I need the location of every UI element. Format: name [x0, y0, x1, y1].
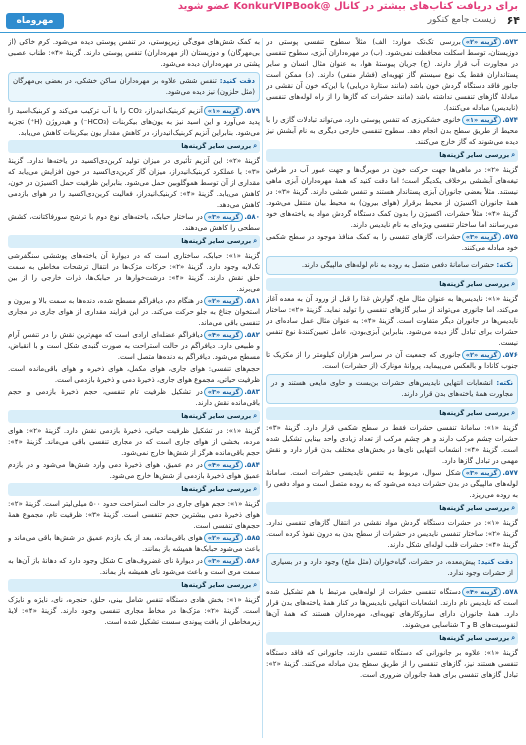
section-heading	[8, 410, 260, 423]
page-header	[0, 12, 526, 33]
section-heading-text: بررسی سایر گزینه‌ها	[181, 142, 252, 150]
paragraph: گزینهٔ «۱»: سامانهٔ تنفسی حشرات فقط در سطح شکمی قرار دارد. گزینهٔ «۳»: حشرات چشم مرکب دارند و هر چشم مرکب از تعداد زیادی واحد بینایی تشکیل شده است. گزینهٔ «۴»: انشعاب انتهایی نای‌ها در بخش‌های مختلف بدن قرار دارد و نقش مهمی در تبادل گازها دارد.	[266, 423, 518, 465]
question-answer	[266, 586, 518, 630]
question-number: ۵۸۱.	[244, 296, 260, 305]
answer-text: شکل سوال، مربوط به تنفس نایدیسی حشرات است. سامانهٔ لوله‌های مالپیگی در بدن حشرات دیده می‌شود که به روده متصل است و مواد دفعی را به روده می‌ریزد.	[266, 468, 518, 499]
note-label: دقت کنید:	[477, 558, 513, 566]
question-answer	[266, 467, 518, 500]
note-text: پیش‌معده، در حشرات، گیاه‌خواران (مثل ملخ) وجود دارد و در بسیاری از حشرات وجود ندارد.	[271, 558, 513, 577]
column-divider	[262, 38, 263, 738]
note-text: حشرات سامانهٔ دفعی متصل به روده به نام لوله‌های مالپیگی دارند.	[301, 261, 495, 269]
answer-badge: گزینه «۴»	[204, 460, 244, 470]
answer-badge: گزینه «۲»	[204, 533, 244, 543]
answer-badge: گزینه «۲»	[204, 296, 244, 306]
answer-badge: گزینه «۲»	[462, 37, 502, 47]
paragraph: به کمک شش‌های موی‌گی زیرپوستی، در تنفس پوستی دیده می‌شود. کرم خاکی (از بی‌مهرگان) و دوزیستان (از مهره‌داران) تنفس پوستی دارند. گزینهٔ «۴»: طناب عصبی پشتی در مهره‌داران دیده می‌شود.	[8, 37, 260, 68]
magnifier-icon: ⌕	[253, 485, 257, 493]
question-number: ۵۸۲.	[244, 330, 260, 339]
paragraph: گزینهٔ «۱»: در حشرات دستگاه گردش مواد نقشی در انتقال گازهای تنفسی ندارد. گزینهٔ «۲»: ساختار تنفسی نایدیس در حشرات از سطح بدن به درون نفوذ کرده است. گزینهٔ «۴»: حشرات قلب لوله‌ای شکل دارند.	[266, 518, 518, 549]
section-heading	[266, 278, 518, 291]
section-heading-text: بررسی سایر گزینه‌ها	[181, 412, 252, 420]
note-label: نکته:	[496, 379, 513, 387]
right-column	[266, 36, 518, 740]
question-answer	[266, 114, 518, 147]
note-box	[266, 374, 518, 404]
magnifier-icon: ⌕	[511, 280, 515, 288]
paragraph: گزینهٔ «۱»: در تشکیل ظرفیت حیاتی، ذخیرهٔ بازدمی نقش دارد. گزینهٔ «۲»: هوای مرده، بخشی از هوای جاری است که در مجاری تنفسی باقی می‌ماند. گزینهٔ «۴»: حجم باقی‌مانده هرگز از شش‌ها خارج نمی‌شود.	[8, 426, 260, 457]
note-box	[8, 72, 260, 102]
question-answer	[266, 231, 518, 253]
answer-badge: گزینه «۳»	[204, 387, 244, 397]
question-number: ۵۷۵.	[502, 232, 518, 241]
question-number: ۵۸۳.	[244, 387, 260, 396]
answer-text: در ساختار حبابک، یاخته‌های نوع دوم با ترشح سورفاکتانت، کشش سطحی را کاهش می‌دهند.	[8, 212, 260, 232]
answer-text: در دم عمیق، هوای ذخیرهٔ دمی وارد شش‌ها می‌شود و در بازدم عمیق هوای ذخیرهٔ بازدمی از شش‌ها خارج می‌شود.	[8, 460, 260, 480]
paragraph: گزینهٔ «۲»: در ماهی‌ها جهت حرکت خون در مویرگ‌ها و جهت عبور آب در طرفین تیغه‌های آبششی برخلاف یکدیگر است؛ اما دقت کنید که همهٔ مهره‌داران آبزی ماهی نیستند. مثلاً بعضی جانوران آبزی پستاندار هستند و تنفس ششی دارند. گزینهٔ «۳»: در همهٔ جانوران اکسیژن از محیط برقرار (هوای بیرون) به محیط بیان منتقل می‌شود. گزینهٔ «۴»: مثلاً حشرات، اکسیژن را بدون کمک دستگاه گردش مواد به یاخته‌های خود می‌رسانند اما ساختار تنفسی ویژه‌ای به نام نایدیس دارند.	[266, 165, 518, 229]
section-heading	[8, 140, 260, 153]
magnifier-icon: ⌕	[511, 634, 515, 642]
section-heading	[8, 579, 260, 592]
magnifier-icon: ⌕	[253, 412, 257, 420]
answer-badge: گزینه «۳»	[204, 556, 244, 566]
section-heading-text: بررسی سایر گزینه‌ها	[181, 581, 252, 589]
question-answer	[8, 105, 260, 138]
section-heading	[266, 632, 518, 645]
section-heading-text: بررسی سایر گزینه‌ها	[439, 280, 510, 288]
question-number: ۵۸۰.	[244, 212, 260, 221]
note-box	[266, 256, 518, 275]
paragraph: گزینهٔ «۱»: حبابک، ساختاری است که در دیوارهٔ آن یاخته‌های پوششی سنگفرشی تک‌لایه وجود دارد. گزینهٔ «۲»: حرکات مژک‌ها در انتقال ترشحات مخاطی به سمت حلق نقش دارند. گزینهٔ «۴»: درشت‌خوارها در حبابک‌ها، ذرات خارجی را از بین می‌برند.	[8, 251, 260, 293]
answer-badge: گزینه «۳»	[462, 232, 502, 242]
answer-text: دیافراگم عضله‌ای ارادی است که مهم‌ترین نقش را در تنفس آرام و طبیعی دارد. دیافراگم در حالت استراحت به صورت گنبدی شکل است و با انقباض، مسطح می‌شود. دیافراگم به دنده‌ها متصل است.	[8, 330, 260, 361]
left-column	[8, 36, 260, 740]
question-number: ۵۸۵.	[244, 533, 260, 542]
note-text: تنفس ششی علاوه بر مهره‌داران ساکن خشکی، در بعضی بی‌مهرگان (مثل حلزون) نیز دیده می‌شود.	[13, 77, 255, 96]
magnifier-icon: ⌕	[511, 409, 515, 417]
question-answer	[8, 329, 260, 362]
note-text: انشعابات انتهایی نایدیس‌های حشرات بن‌بست و حاوی مایعی هستند و در مجاورت همهٔ یاخته‌های بدن قرار دارند.	[271, 379, 513, 398]
magnifier-icon: ⌕	[511, 151, 515, 159]
paragraph: گزینهٔ «۱»: علاوه بر جانورانی که دستگاه تنفسی دارند، جانورانی که فاقد دستگاه تنفسی هستند نیز، گازهای تنفسی را از طریق سطح بدن مبادله می‌کنند. گزینهٔ «۲»: تبادل گازهای تنفسی برای همهٔ جانوران ضروری است.	[266, 648, 518, 679]
page-number: ۶۴	[506, 14, 520, 27]
section-heading	[8, 483, 260, 496]
magnifier-icon: ⌕	[253, 142, 257, 150]
section-heading-text: بررسی سایر گزینه‌ها	[181, 237, 252, 245]
question-number: ۵۷۶.	[502, 350, 518, 359]
section-heading	[266, 149, 518, 162]
paragraph: گزینهٔ «۱»: بخش هادی دستگاه تنفس شامل بینی، حلق، حنجره، نای، نایژه و نایژک است. گزینهٔ «۲»: مژک‌ها در مخاط مجاری تنفسی وجود دارند. گزینهٔ «۴»: لایهٔ زیرمخاطی از بافت پیوندی سست تشکیل شده است.	[8, 595, 260, 626]
answer-badge: گزینه «۳»	[204, 212, 244, 222]
answer-text: هوای باقی‌مانده، بعد از یک بازدم عمیق در شش‌ها باقی می‌ماند و باعث می‌شود حبابک‌ها همیشه باز بمانند.	[8, 533, 260, 553]
section-heading-text: بررسی سایر گزینه‌ها	[181, 485, 252, 493]
question-answer	[8, 459, 260, 481]
answer-badge: گزینه «۲»	[462, 350, 502, 360]
publisher-logo: مهروماه	[6, 13, 64, 29]
note-label: نکته:	[496, 261, 513, 269]
section-heading-text: بررسی سایر گزینه‌ها	[439, 409, 510, 417]
answer-badge: گزینه «۴»	[462, 587, 502, 597]
section-heading-text: بررسی سایر گزینه‌ها	[439, 504, 510, 512]
answer-text: در تشکیل ظرفیت تام تنفسی، حجم ذخیرهٔ بازدمی و حجم باقی‌مانده نقش دارند.	[8, 387, 260, 407]
paragraph: گزینهٔ «۱»: حجم هوای جاری در حالت استراحت حدود ۵۰۰ میلی‌لیتر است. گزینهٔ «۲»: هوای ذخیرهٔ دمی بیشترین حجم تنفسی است. گزینهٔ «۳»: ظرفیت تام، مجموع همهٔ حجم‌های تنفسی است.	[8, 499, 260, 530]
answer-text: حشرات، گازهای تنفسی را به کمک منافذ موجود در سطح شکمی خود مبادله می‌کنند.	[266, 232, 518, 252]
magnifier-icon: ⌕	[253, 581, 257, 589]
section-heading	[8, 235, 260, 248]
question-number: ۵۷۳.	[502, 37, 518, 46]
answer-text: جانوری که جمعیت آن در سراسر هزاران کیلومتر را از مکزیک تا جنوب کانادا و بالعکس می‌پیماید، پروانهٔ مونارک (از حشرات) است.	[266, 350, 518, 370]
question-answer	[8, 555, 260, 577]
answer-badge: گزینه «۱»	[204, 106, 244, 116]
question-answer	[8, 295, 260, 328]
question-number: ۵۷۷.	[502, 468, 518, 477]
answer-badge: گزینه «۳»	[462, 468, 502, 478]
question-number: ۵۸۴.	[244, 460, 260, 469]
section-heading-text: بررسی سایر گزینه‌ها	[439, 151, 510, 159]
question-number: ۵۷۴.	[502, 115, 518, 124]
question-answer	[8, 386, 260, 408]
paragraph: گزینهٔ «۱»: نایدیس‌ها به عنوان مثال ملخ، گوارش غذا را قبل از ورود آن به معده آغاز می‌کند، اما جانوری می‌تواند از سایر گازهای تنفسی را تولید نماید. گزینهٔ «۲»: ساختار نایدیس‌ها در جانوران دیگر متفاوت است. گزینهٔ «۴»: به عنوان مثال عمل ساده‌ای در حشرات برای تبادل گاز دیده می‌شود. بنابراین آبزی‌بودن، عامل تعیین‌کنندهٔ نوع تنفس نیست.	[266, 294, 518, 347]
section-heading-text: بررسی سایر گزینه‌ها	[439, 634, 510, 642]
answer-badge: گزینه «۴»	[204, 330, 244, 340]
answer-text: دستگاه تنفسی حشرات از لوله‌هایی مرتبط با هم تشکیل شده است که نایدیس نام دارند. انشعابات انتهایی نایدیس‌ها در کنار همهٔ یاخته‌های بدن قرار دارد. همهٔ جانوران دارای سازوکارهای تهویه‌ای، مهره‌داران هستند که همهٔ آن‌ها لنفوسیت‌های B و T شناسایی می‌شوند.	[266, 587, 518, 629]
banner-right: عضو شوید	[177, 1, 230, 12]
question-answer	[8, 532, 260, 554]
section-heading	[266, 502, 518, 515]
answer-badge: گزینه «۱»	[462, 115, 502, 125]
answer-text: در هنگام دم، دیافراگم مسطح شده، دنده‌ها به سمت بالا و بیرون و استخوان جناغ به جلو حرکت می‌کند. در این فرایند مقداری از هوای جاری در مجاری تنفسی باقی می‌ماند.	[8, 296, 260, 327]
question-number: ۵۷۸.	[502, 587, 518, 596]
paragraph: حجم‌های تنفسی: هوای جاری، هوای مکمل، هوای ذخیره و هوای باقی‌مانده است. ظرفیت حیاتی، مجموع هوای جاری، ذخیرهٔ دمی و ذخیرهٔ بازدمی است.	[8, 364, 260, 384]
section-heading	[266, 407, 518, 420]
question-number: ۵۷۹.	[244, 106, 260, 115]
answer-text: در دیوارهٔ نای غضروف‌های C شکل وجود دارد که دهانهٔ باز آن‌ها به سمت مری است و باعث می‌شود نای همیشه باز بماند.	[8, 556, 260, 576]
answer-text: بررسی تک‌تک موارد: الف) مثلاً سطوح تنفسی پوستی در دوزیستان، توسط اسکلت محافظت نمی‌شود. (ب) در مهره‌داران آبزی، سطوح تنفسی در مجاورت آب قرار دارند. (ج) جریان پیوستهٔ هوا، به عنوان مثال انسان و سایر پستانداران فقط یک نوع سیستم گاز تهویه‌ای (فشار منفی) دارند. (د) ممکن است جانور فاقد دستگاه گردش خون باشد (مانند ستارهٔ دریایی) یا این‌که خون آن نقشی در مبادلهٔ گازهای تنفسی نداشته باشد (مانند حشرات که گازها را از راه لوله‌های تنفسی (نایدیس) مبادله می‌کنند).	[266, 37, 518, 112]
magnifier-icon: ⌕	[253, 237, 257, 245]
question-answer	[8, 211, 260, 233]
book-title: زیست جامع کنکور	[427, 15, 496, 25]
channel-handle[interactable]: @KonkurVIPBook	[233, 1, 331, 12]
banner-left: برای دریافت کتاب‌های بیشتر در کانال	[333, 1, 518, 12]
question-answer	[266, 36, 518, 113]
answer-text: آنزیم کربنیک‌انیدراز، CO₂ را با آب ترکیب می‌کند و کربنیک‌اسید را پدید می‌آورد و این اسید نیز به یون‌های بیکربنات (HCO₃⁻) و هیدروژن (H⁺) تجزیه می‌شود. بنابراین آنزیم کربنیک‌انیدراز، در کاهش مقدار یون بیکربنات کاهش می‌یابد.	[8, 106, 260, 137]
banner-text	[178, 1, 518, 12]
note-label: دقت کنید:	[219, 77, 255, 85]
magnifier-icon: ⌕	[511, 504, 515, 512]
paragraph: گزینهٔ «۲»: این آنزیم تأثیری در میزان تولید کربن‌دی‌اکسید در یاخته‌ها ندارد. گزینهٔ «۳»: با عملکرد کربنیک‌انیدراز، میزان گاز کربن‌دی‌اکسید در خون افزایش می‌یابد که مقداری از آن توسط هموگلوبین حمل می‌شود. بنابراین ظرفیت حمل اکسیژن در خون، کاهش می‌یابد. گزینهٔ «۴»: کربنیک‌انیدراز، فعالیت کربن‌دی‌اکسید را در هوای بازدمی کاهش می‌دهد.	[8, 156, 260, 209]
answer-text: خانوی خشکی‌زی که تنفس پوستی دارد، می‌تواند تبادلات گازی را با محیط از طریق سطح بدن انجام دهد. سطوح تنفسی خارجی دیگری به نام آبشش نیز دیده می‌شوند که گاز خارج می‌کنند.	[266, 115, 518, 146]
note-box	[266, 553, 518, 583]
question-answer	[266, 349, 518, 371]
question-number: ۵۸۶.	[244, 556, 260, 565]
